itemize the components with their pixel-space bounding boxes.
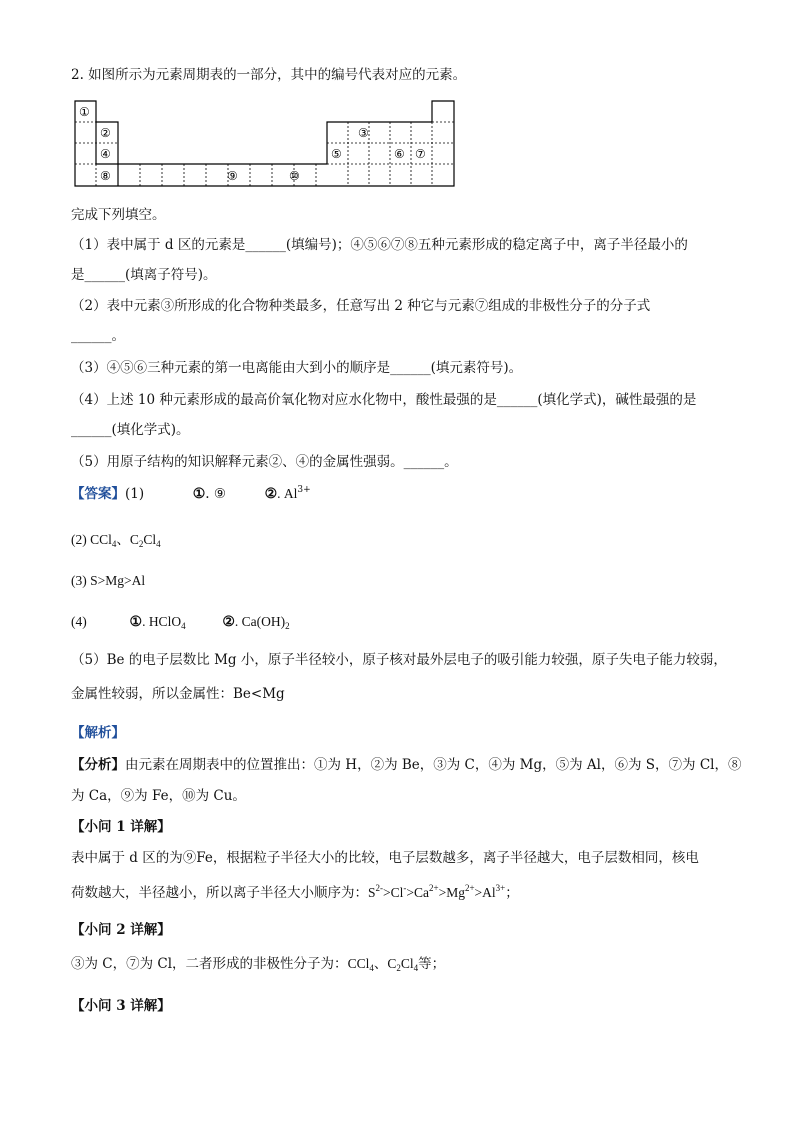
answer-1-num-2: ② xyxy=(264,486,278,502)
answer-tag: 【答案】 xyxy=(71,486,125,502)
cell-label-5: ⑤ xyxy=(331,147,342,161)
answer-5-line-1: （5）Be 的电子层数比 Mg 小，原子半径较小，原子核对最外层电子的吸引能力较强，原子失电子能力较弱， xyxy=(71,652,727,668)
answer-4: (4) ①. HClO$_4$ ②. $Ca(OH)_2$ xyxy=(71,614,290,631)
question-2-line-2: ______。 xyxy=(71,328,125,344)
sub-question-2-tag: 【小问 2 详解】 xyxy=(71,922,171,938)
question-4-line-1: （4）上述 10 种元素形成的最高价氧化物对应水化物中，酸性最强的是______(填化学式)，碱性最强的是 xyxy=(71,392,697,408)
sub-question-1-tag: 【小问 1 详解】 xyxy=(71,819,171,835)
sub-question-3-tag: 【小问 3 详解】 xyxy=(71,998,171,1014)
question-3: （3）④⑤⑥三种元素的第一电离能由大到小的顺序是______(填元素符号)。 xyxy=(71,360,523,376)
fenxi-line-1: 【分析】由元素在周期表中的位置推出：①为 H，②为 Be，③为 C，④为 Mg，⑤为 Al，⑥为 S，⑦为 Cl，⑧ xyxy=(71,757,742,773)
answer-5-line-2: 金属性较弱，所以金属性：Be<Mg xyxy=(71,686,285,702)
cell-label-6: ⑥ xyxy=(394,147,405,161)
cell-label-4: ④ xyxy=(100,147,111,161)
question-1-line-2: 是______(填离子符号)。 xyxy=(71,267,217,283)
cell-label-10: ⑩ xyxy=(289,169,300,183)
answer-4-num-1: ① xyxy=(129,615,143,630)
cell-label-9: ⑨ xyxy=(227,169,238,183)
question-1-line-1: （1）表中属于 d 区的元素是______(填编号)；④⑤⑥⑦⑧五种元素形成的稳定离子中，离子半径最小的 xyxy=(71,237,688,253)
table-outline xyxy=(75,101,454,186)
cell-label-7: ⑦ xyxy=(415,147,426,161)
question-2-line-1: （2）表中元素③所形成的化合物种类最多，任意写出 2 种它与元素⑦组成的非极性分子的分子式 xyxy=(71,298,651,314)
cell-label-3: ③ xyxy=(358,126,369,140)
complete-instruction: 完成下列填空。 xyxy=(71,207,166,223)
periodic-table-diagram xyxy=(74,100,456,188)
answer-2: (2) CCl$_4$、$C_2Cl_4$ xyxy=(71,532,161,549)
sub-question-1-line-2: 荷数越大，半径越小，所以离子半径大小顺序为：$S^{2-}>Cl^->Ca^{2+}>Mg^{2+}>Al^{3+}$； xyxy=(71,883,519,901)
fenxi-line-2: 为 Ca，⑨为 Fe，⑩为 Cu。 xyxy=(71,788,246,804)
sub-question-2-text: ③为 C，⑦为 Cl，二者形成的非极性分子为：CCl$_4$、$C_2Cl_4$等； xyxy=(71,956,446,973)
sub-question-1-line-1: 表中属于 d 区的为⑨Fe，根据粒子半径大小的比较，电子层数越多，离子半径越大，电子层数相同，核电 xyxy=(71,850,699,866)
cell-label-1: ① xyxy=(79,105,90,119)
answer-1-num-1: ① xyxy=(192,486,206,502)
answer-3: (3) S>Mg>Al xyxy=(71,573,146,588)
question-5: （5）用原子结构的知识解释元素②、④的金属性强弱。______。 xyxy=(71,454,458,470)
answer-1: 【答案】(1) ①. ⑨ ②. $Al^{3+}$ xyxy=(71,485,311,502)
question-4-line-2: ______(填化学式)。 xyxy=(71,422,190,438)
analysis-tag: 【解析】 xyxy=(71,725,125,741)
cell-label-2: ② xyxy=(100,126,111,140)
cell-label-8: ⑧ xyxy=(100,169,111,183)
question-intro: 2. 如图所示为元素周期表的一部分，其中的编号代表对应的元素。 xyxy=(71,67,467,83)
answer-4-num-2: ② xyxy=(222,615,235,630)
